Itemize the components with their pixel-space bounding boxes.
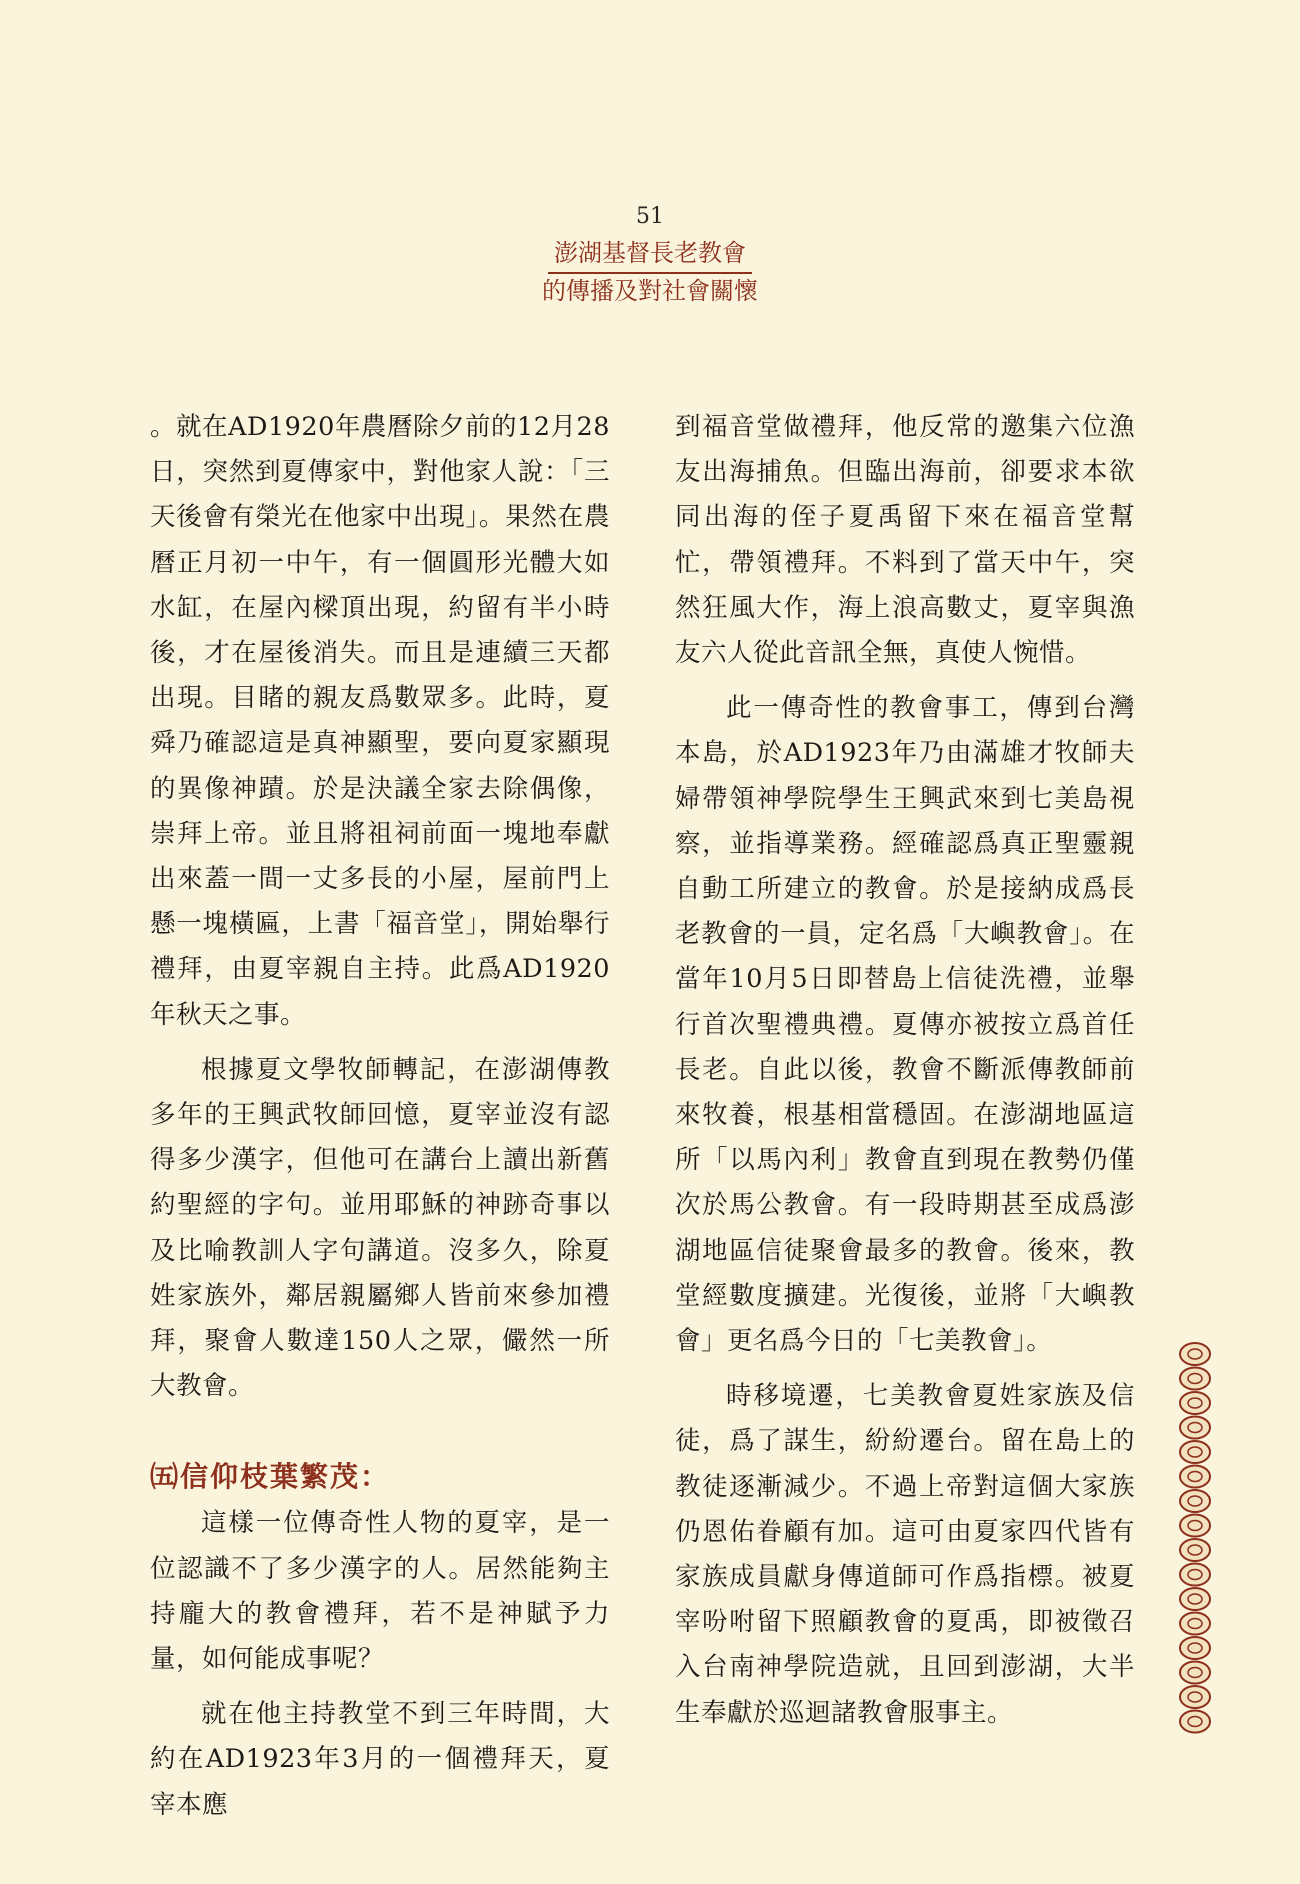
ornament-bead: [1180, 1466, 1210, 1488]
ornament-bead: [1180, 1539, 1210, 1561]
right-column: [675, 405, 1135, 1736]
ornament-bead: [1180, 1441, 1210, 1463]
left-paragraph-3: 這樣一位傳奇性人物的夏宰，是一位認識不了多少漢字的人。居然能夠主持龐大的教會禮拜，若不是神賦予力量，如何能成事呢？: [150, 1508, 610, 1675]
left-paragraph-4: 就在他主持教堂不到三年時間，大約在AD1923年3月的一個禮拜天，夏宰本應: [150, 1699, 610, 1820]
left-paragraph-2: 根據夏文學牧師轉記，在澎湖傳教多年的王興武牧師回憶，夏宰並沒有認得多少漢字，但他可在講台上讀出新舊約聖經的字句。並用耶穌的神跡奇事以及比喻教訓人字句講道。沒多久，除夏姓家族外，鄰居親屬鄉人皆前來參加禮拜，聚會人數達150人之眾，儼然一所大教會。: [150, 1054, 610, 1402]
ornament-bead: [1180, 1637, 1210, 1659]
ornament-bead: [1180, 1417, 1210, 1439]
ornament-bead: [1180, 1711, 1210, 1733]
ornament-bead: [1180, 1368, 1210, 1390]
section-heading: ㈤信仰枝葉繁茂：: [150, 1460, 391, 1494]
right-paragraph-1: 到福音堂做禮拜，他反常的邀集六位漁友出海捕魚。但臨出海前，卻要求本欲同出海的侄子夏禹留下來在福音堂幫忙，帶領禮拜。不料到了當天中午，突然狂風大作，海上浪高數丈，夏宰與漁友六人從此音訊全無，真使人惋惜。: [675, 412, 1135, 669]
ornament-bead: [1180, 1686, 1210, 1708]
ornament-bead: [1180, 1588, 1210, 1610]
running-head-line1: 澎湖基督長老教會: [548, 236, 752, 274]
ornament-bead: [1180, 1392, 1210, 1414]
right-paragraph-2: 此一傳奇性的教會事工，傳到台灣本島，於AD1923年乃由滿雄才牧師夫婦帶領神學院學生王興武來到七美島視察，並指導業務。經確認爲真正聖靈親自動工所建立的教會。於是接納成爲長老教會的一員，定名爲「大嶼教會」。在當年10月5日即替島上信徒洗禮，並舉行首次聖禮典禮。夏傳亦被按立爲首任長老。自此以後，教會不斷派傳教師前來牧養，根基相當穩固。在澎湖地區這所「以馬內利」教會直到現在教勢仍僅次於馬公教會。有一段時期甚至成爲澎湖地區信徒聚會最多的教會。後來，教堂經數度擴建。光復後，並將「大嶼教會」更名爲今日的「七美教會」。: [675, 693, 1135, 1357]
right-paragraph-3: 時移境遷，七美教會夏姓家族及信徒，爲了謀生，紛紛遷台。留在島上的教徒逐漸減少。不過上帝對這個大家族仍恩佑眷顧有加。這可由夏家四代皆有家族成員獻身傳道師可作爲指標。被夏宰吩咐留下照顧教會的夏禹，即被徵召入台南神學院造就，且回到澎湖，大半生奉獻於巡迴諸教會服事主。: [675, 1381, 1135, 1728]
ornament-bead: [1180, 1490, 1210, 1512]
ornament-bead: [1180, 1662, 1210, 1684]
ornament-bead: [1180, 1343, 1210, 1365]
ornament-bead: [1180, 1613, 1210, 1635]
running-head-line2: 的傳播及對社會關懷: [542, 277, 758, 305]
ornament-bead: [1180, 1515, 1210, 1537]
left-column: [150, 405, 610, 1828]
page-number: 51: [636, 204, 664, 229]
ornament-bead: [1180, 1564, 1210, 1586]
left-paragraph-1: 。就在AD1920年農曆除夕前的12月28日，突然到夏傳家中，對他家人說：「三天後會有榮光在他家中出現」。果然在農曆正月初一中午，有一個圓形光體大如水缸，在屋內樑頂出現，約留有半小時後，才在屋後消失。而且是連續三天都出現。目睹的親友爲數眾多。此時，夏舜乃確認這是真神顯聖，要向夏家顯現的異像神蹟。於是決議全家去除偶像，崇拜上帝。並且將祖祠前面一塊地奉獻出來蓋一間一丈多長的小屋，屋前門上懸一塊橫匾，上書「福音堂」，開始舉行禮拜，由夏宰親自主持。此爲AD1920年秋天之事。: [150, 412, 610, 1030]
beaded-border-ornament-icon: [1176, 1342, 1214, 1742]
running-head: [0, 236, 1300, 308]
